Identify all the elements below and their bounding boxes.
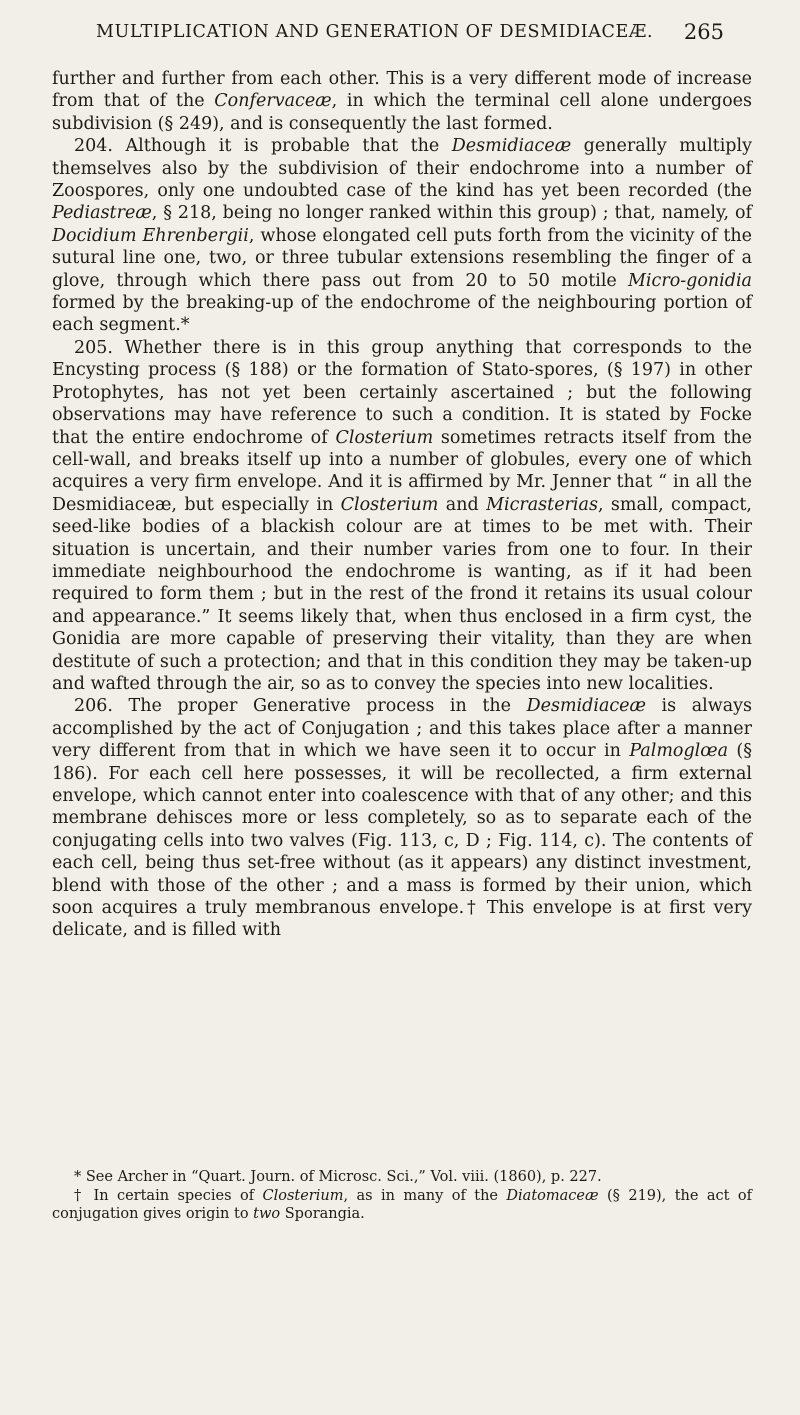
footnote: † In certain species of Closterium, as in many of the Diatomaceæ (§ 219), the act of conjugation gives origin to two Sporangia. [52,1187,752,1222]
paragraph-205: 205. Whether there is in this group anything that corresponds to the Encysting process (§ 188) or the formation of Stato-spores, (§ 197) in other Protophytes, has not yet been certainly ascertained ; but the following observations may have reference to such a condition. It is stated by Focke that the entire endochrome of Closterium sometimes retracts itself from the cell-wall, and breaks itself up into a number of globules, every one of which acquires a very firm envelope. And it is affirmed by Mr. Jenner that “ in all the Desmidiaceæ, but especially in Closterium and Micrasterias, small, compact, seed-like bodies of a blackish colour are at times to be met with. Their situation is uncertain, and their number varies from one to four. In their immediate neighbourhood the endochrome is wanting, as if it had been required to form them ; but in the rest of the frond it retains its usual colour and appearance.” It seems likely that, when thus enclosed in a firm cyst, the Gonidia are more capable of preserving their vitality, than they are when destitute of such a protection; and that in this condition they may be taken-up and wafted through the air, so as to convey the species into new localities. [52,337,752,694]
taxon-name: Closterium [262,1187,344,1204]
emphasis: two [253,1206,281,1222]
footnotes [52,1168,752,1224]
running-title: MULTIPLICATION AND GENERATION OF DESMIDIACEÆ. [96,22,654,42]
footnote: * See Archer in “Quart. Journ. of Microsc. Sci.,” Vol. viii. (1860), p. 227. [74,1169,602,1185]
taxon-name: Diatomaceæ [506,1187,599,1204]
term: Micro-gonidia [628,270,752,291]
taxon-name: Palmoglœa [629,741,728,762]
taxon-name: Desmidiaceæ [526,696,646,717]
taxon-name: Closterium [335,427,434,448]
taxon-name: Micrasterias [486,494,598,515]
taxon-name: Pediastreæ [52,203,152,224]
paragraph-206: 206. The proper Generative process in the Desmidiaceæ is always accomplished by the act of Conjugation ; and this takes place after a manner very different from that in which we have seen it to occur in Palmoglœa (§ 186). For each cell here possesses, it will be recollected, a firm external envelope, which cannot enter into coalescence with that of any other; and this membrane dehisces more or less completely, so as to separate each of the conjugating cells into two valves (Fig. 113, c, D ; Fig. 114, c). The contents of each cell, being thus set-free without (as it appears) any distinct investment, blend with those of the other ; and a mass is formed by their union, which soon acquires a truly membranous envelope.† This envelope is at first very delicate, and is filled with [52,696,753,941]
paragraph-continuation: further and further from each other. This is a very different mode of increase from that of the Confervaceæ, in which the terminal cell alone undergoes subdivision (§ 249), and is consequently the last formed. [52,69,752,134]
taxon-name: Closterium [340,494,439,515]
page-number: 265 [683,20,724,44]
taxon-name: Confervaceæ [214,91,332,112]
taxon-name: Docidium Ehrenbergii [52,225,249,246]
taxon-name: Desmidiaceæ [451,136,572,157]
body-text [52,68,752,942]
paragraph-204: 204. Although it is probable that the Desmidiaceæ generally multiply themselves also by the subdivision of their endochrome into a number of Zoospores, only one undoubted case of the kind has yet been recorded (the Pediastreæ, § 218, being no longer ranked within this group) ; that, namely, of Docidium Ehrenbergii, whose elongated cell puts forth from the vicinity of the sutural line one, two, or three tubular extensions resembling the finger of a glove, through which there pass out from 20 to 50 motile Micro-gonidia formed by the breaking-up of the endochrome of the neighbouring portion of each segment.* [52,136,752,336]
